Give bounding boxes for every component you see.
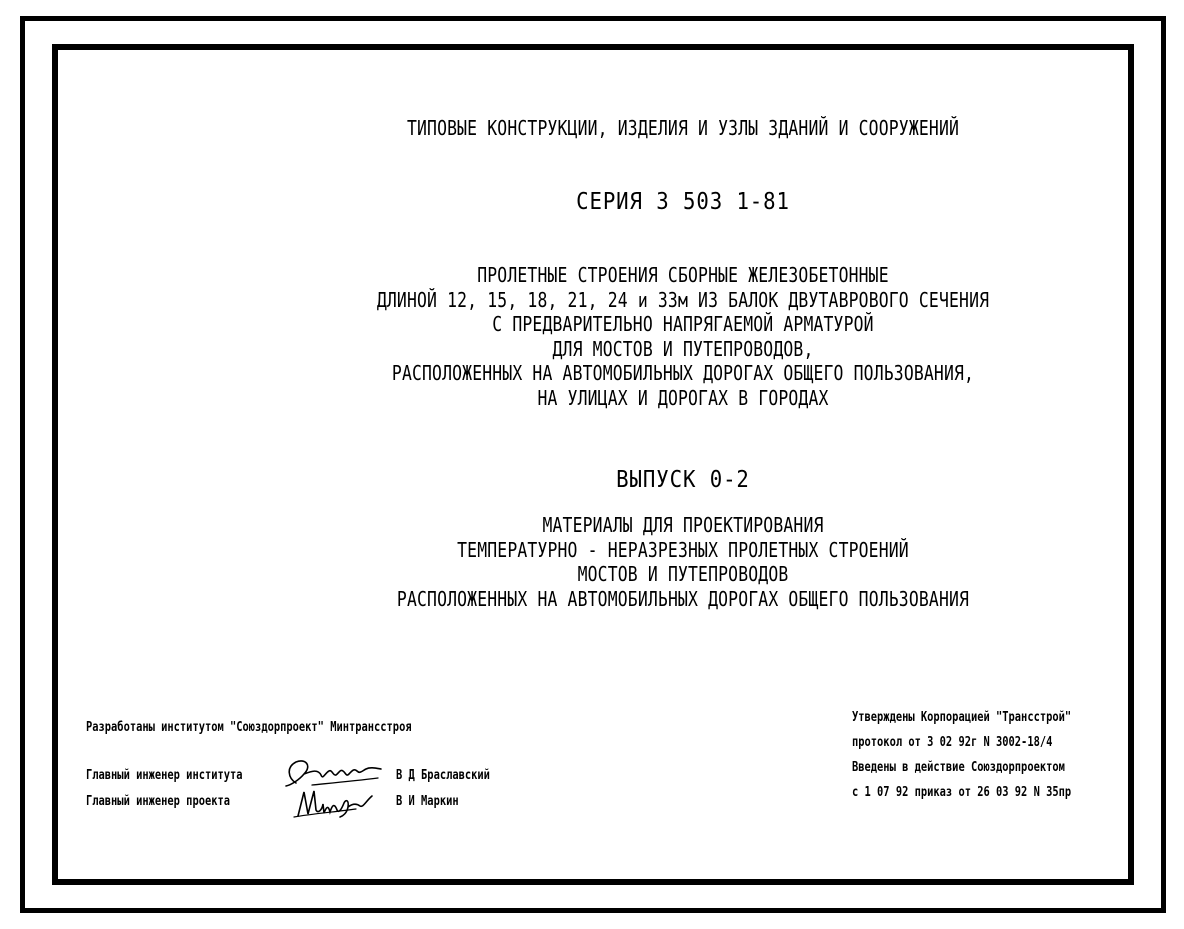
order-line: с 1 07 92 приказ от 26 03 92 N 35пр xyxy=(852,785,1072,800)
issue-line: ТЕМПЕРАТУРНО - НЕРАЗРЕЗНЫХ ПРОЛЕТНЫХ СТРОЕНИЙ xyxy=(457,537,909,562)
developer-line: Разработаны институтом "Союздорпроект" Минтрансстроя xyxy=(86,720,412,735)
title-line: С ПРЕДВАРИТЕЛЬНО НАПРЯГАЕМОЙ АРМАТУРОЙ xyxy=(492,312,874,336)
series-block xyxy=(52,189,1184,215)
document-title xyxy=(52,263,1184,410)
chief-project-label: Главный инженер проекта xyxy=(86,794,231,809)
protocol-line: протокол от 3 02 92г N 3002-18/4 xyxy=(852,735,1053,750)
issue-line: МАТЕРИАЛЫ ДЛЯ ПРОЕКТИРОВАНИЯ xyxy=(542,513,824,537)
title-line: ДЛЯ МОСТОВ И ПУТЕПРОВОДОВ, xyxy=(552,336,814,361)
issue-line: МОСТОВ И ПУТЕПРОВОДОВ xyxy=(577,562,789,586)
issue-block xyxy=(52,467,1184,493)
main-title-block xyxy=(52,116,1184,140)
title-line: РАСПОЛОЖЕННЫХ НА АВТОМОБИЛЬНЫХ ДОРОГАХ ОБЩЕГО ПОЛЬЗОВАНИЯ, xyxy=(391,361,975,385)
issue-line: РАСПОЛОЖЕННЫХ НА АВТОМОБИЛЬНЫХ ДОРОГАХ ОБЩЕГО ПОЛЬЗОВАНИЯ xyxy=(396,586,970,611)
series-number: СЕРИЯ 3 503 1-81 xyxy=(576,189,790,215)
chief-institute-name: В Д Браславский xyxy=(396,768,490,783)
approval-line: Утверждены Корпорацией "Трансстрой" xyxy=(852,710,1072,725)
chief-institute-label: Главный инженер института xyxy=(86,768,243,783)
signature-markin xyxy=(290,786,376,820)
chief-project-name: В И Маркин xyxy=(396,794,459,809)
main-title: ТИПОВЫЕ КОНСТРУКЦИИ, ИЗДЕЛИЯ И УЗЛЫ ЗДАНИЙ И СООРУЖЕНИЙ xyxy=(406,116,960,140)
signature-braslavsky xyxy=(282,756,386,790)
inner-frame xyxy=(52,44,1134,885)
title-line: ДЛИНОЙ 12, 15, 18, 21, 24 и 33м ИЗ БАЛОК ДВУТАВРОВОГО СЕЧЕНИЯ xyxy=(376,287,990,312)
issue-label: ВЫПУСК 0-2 xyxy=(616,467,750,493)
title-line: НА УЛИЦАХ И ДОРОГАХ В ГОРОДАХ xyxy=(537,385,829,410)
introduced-line: Введены в действие Союздорпроектом xyxy=(852,760,1065,775)
issue-subtitle xyxy=(52,513,1184,611)
title-line: ПРОЛЕТНЫЕ СТРОЕНИЯ СБОРНЫЕ ЖЕЛЕЗОБЕТОННЫЕ xyxy=(477,263,889,287)
